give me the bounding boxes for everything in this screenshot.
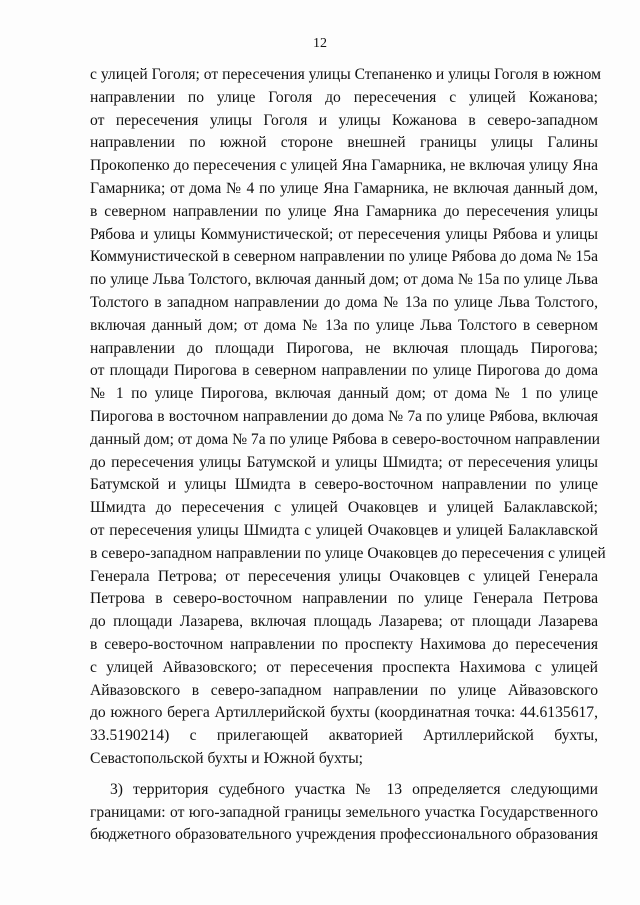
page-number: 12 xyxy=(313,36,327,51)
text-line: в северном направлении по улице Яна Гамарника до пересечения улицы xyxy=(90,202,598,220)
text-line: Генерала Петрова; от пересечения улицы Очаковцев с улицей Генерала xyxy=(90,567,598,585)
text-line: Рябова и улицы Коммунистической; от пересечения улицы Рябова и улицы xyxy=(90,225,598,243)
text-line: Айвазовского в северо-западном направлении по улице Айвазовского xyxy=(90,681,598,699)
text-line: Петрова в северо-восточном направлении по улице Генерала Петрова xyxy=(90,590,598,608)
text-line: № 1 по улице Пирогова, включая данный дом; от дома № 1 по улице xyxy=(90,385,598,403)
text-line: от пересечения улицы Гоголя и улицы Кожанова в северо-западном xyxy=(90,111,598,129)
text-line: Коммунистической в северном направлении по улице Рябова до дома № 15а xyxy=(90,248,598,266)
text-line: с улицей Гоголя; от пересечения улицы Степаненко и улицы Гоголя в южном xyxy=(90,66,601,83)
text-line: Пирогова в восточном направлении до дома № 7а по улице Рябова, включая xyxy=(90,407,598,425)
text-line: Шмидта до пересечения с улицей Очаковцев и улицей Балаклавской; xyxy=(90,499,598,517)
text-line: Батумской и улицы Шмидта в северо-восточном направлении по улице xyxy=(90,476,598,494)
text-line: до южного берега Артиллерийской бухты (координатная точка: 44.6135617, xyxy=(90,704,598,722)
text-line: направлении до площади Пирогова, не включая площадь Пирогова; xyxy=(90,339,598,357)
text-line: бюджетного образовательного учреждения профессионального образования xyxy=(90,826,598,844)
paragraph-2 xyxy=(90,779,598,847)
text-line: направлении по улице Гоголя до пересечения с улицей Кожанова; xyxy=(90,88,598,106)
text-line: в северо-восточном направлении по проспекту Нахимова до пересечения xyxy=(90,635,598,653)
text-line: 3) территория судебного участка № 13 определяется следующими xyxy=(110,780,598,798)
text-line: Толстого в западном направлении до дома № 13а по улице Льва Толстого, xyxy=(90,293,598,311)
text-line: 33.5190214) с прилегающей акваторией Артиллерийской бухты, xyxy=(90,727,598,745)
text-line: от площади Пирогова в северном направлении по улице Пирогова до дома xyxy=(90,362,598,380)
text-line: по улице Льва Толстого, включая данный дом; от дома № 15а по улице Льва xyxy=(90,271,598,289)
text-line: Севастопольской бухты и Южной бухты; xyxy=(90,749,364,767)
text-line: в северо-западном направлении по улице Очаковцев до пересечения с улицей xyxy=(90,544,606,562)
text-line: направлении по южной стороне внешней границы улицы Галины xyxy=(90,134,598,152)
text-line: включая данный дом; от дома № 13а по улице Льва Толстого в северном xyxy=(90,316,598,334)
text-line: до площади Лазарева, включая площадь Лазарева; от площади Лазарева xyxy=(90,613,598,631)
text-line: Прокопенко до пересечения с улицей Яна Гамарника, не включая улицу Яна xyxy=(90,157,598,175)
text-line: данный дом; от дома № 7а по улице Рябова в северо-восточном направлении xyxy=(90,430,601,448)
text-line: с улицей Айвазовского; от пересечения проспекта Нахимова с улицей xyxy=(90,658,598,676)
text-line: Гамарника; от дома № 4 по улице Яна Гамарника, не включая данный дом, xyxy=(90,179,598,197)
document-body xyxy=(90,64,606,847)
text-line: от пересечения улицы Шмидта с улицей Очаковцев и улицей Балаклавской xyxy=(90,521,598,539)
paragraph-gap xyxy=(90,771,598,779)
paragraph-1 xyxy=(90,64,606,771)
text-line: границами: от юго-западной границы земельного участка Государственного xyxy=(90,803,598,821)
text-line: до пересечения улицы Батумской и улицы Шмидта; от пересечения улицы xyxy=(90,453,598,471)
